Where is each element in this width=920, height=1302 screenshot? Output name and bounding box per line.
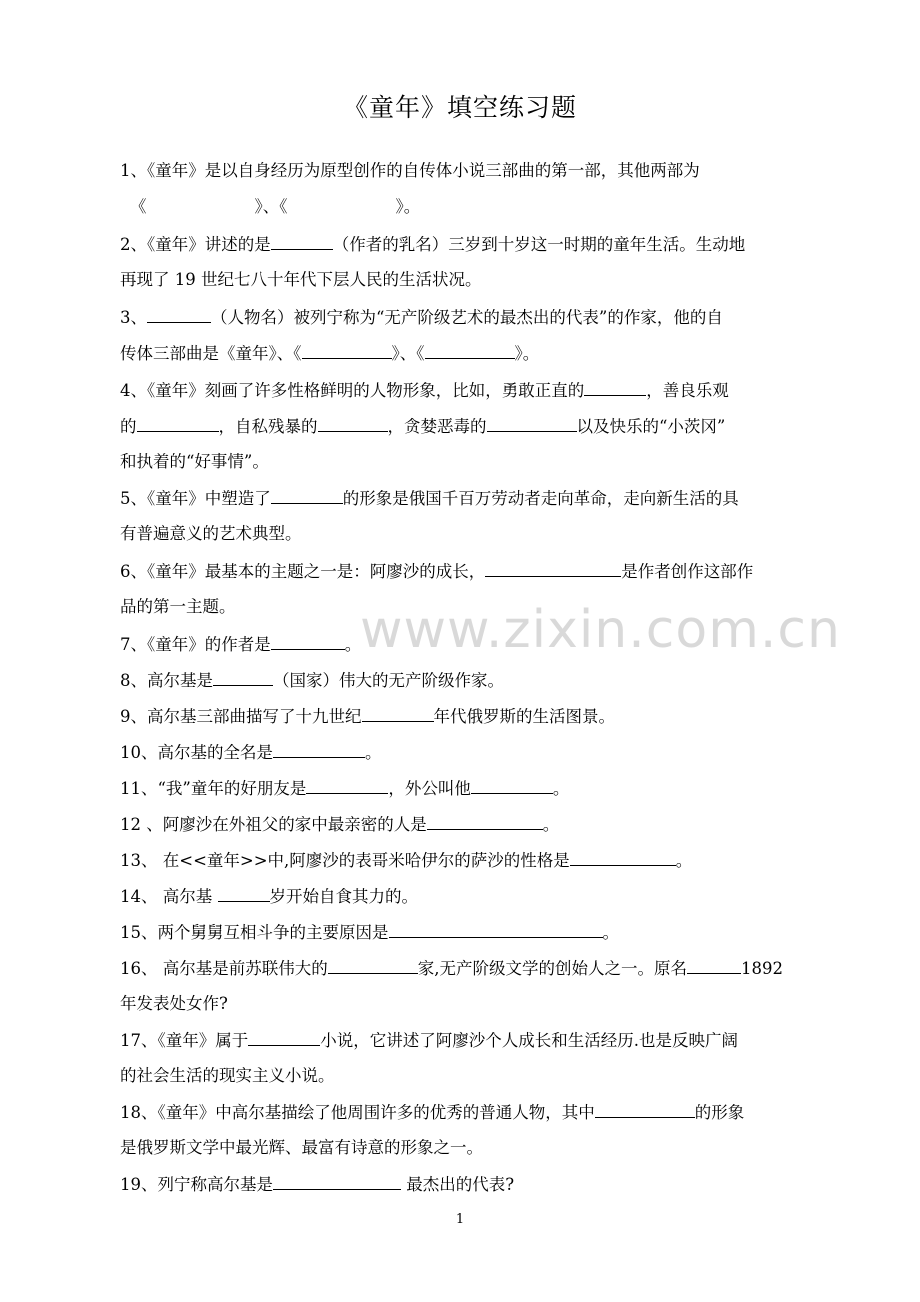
blank-7[interactable] [271,633,345,650]
blank-11b[interactable] [471,777,553,794]
blank-1b[interactable] [288,196,396,212]
question-17-line-1: 17、《童年》属于 小说，它讲述了阿廖沙个人成长和生活经历.也是反映广阔 [120,1031,738,1050]
question-6-line-2: 品的第一主题。 [120,597,236,616]
blank-4d[interactable] [487,415,577,432]
question-13: 13、 在<<童年>>中,阿廖沙的表哥米哈伊尔的萨沙的性格是 。 [120,851,693,870]
page-number: 1 [455,1212,465,1227]
blank-19[interactable] [273,1173,401,1190]
blank-1a[interactable] [147,196,255,212]
question-17-line-2: 的社会生活的现实主义小说。 [120,1066,335,1085]
question-8: 8、高尔基是 （国家）伟大的无产阶级作家。 [120,671,504,690]
blank-11a[interactable] [306,777,388,794]
question-4-line-2: 的 ，自私残暴的 ，贪婪恶毒的 以及快乐的“小茨冈” [120,417,726,436]
blank-4a[interactable] [584,379,646,396]
blank-10[interactable] [273,741,365,758]
blank-17[interactable] [248,1029,320,1046]
blank-4c[interactable] [318,415,388,432]
question-5-line-2: 有普遍意义的艺术典型。 [120,524,302,543]
question-4-line-1: 4、《童年》刻画了许多性格鲜明的人物形象，比如，勇敢正直的 ，善良乐观 [120,381,729,400]
question-12: 12 、阿廖沙在外祖父的家中最亲密的人是 。 [120,815,560,834]
question-2-line-2: 再现了 19 世纪七八十年代下层人民的生活状况。 [120,270,482,289]
question-19: 19、列宁称高尔基是 最杰出的代表? [120,1175,515,1194]
question-5-line-1: 5、《童年》中塑造了 的形象是俄国千百万劳动者走向革命，走向新生活的具 [120,489,739,508]
blank-5[interactable] [271,487,343,504]
question-6-line-1: 6、《童年》最基本的主题之一是：阿廖沙的成长， 是作者创作这部作 [120,562,754,581]
blank-16b[interactable] [687,957,741,974]
question-15: 15、两个舅舅互相斗争的主要原因是 。 [120,923,619,942]
blank-13[interactable] [570,849,676,866]
blank-3c[interactable] [425,342,515,359]
blank-3a[interactable] [147,306,211,323]
blank-9[interactable] [362,705,434,722]
question-1-line-1: 1、《童年》是以自身经历为原型创作的自传体小说三部曲的第一部，其他两部为 [120,161,700,180]
question-11: 11、“我”童年的好朋友是 ，外公叫他 。 [120,779,570,798]
question-3-line-2: 传体三部曲是《童年》、《 》、《 》。 [120,344,540,363]
blank-18[interactable] [595,1101,695,1118]
page-title: 《童年》填空练习题 [342,93,577,122]
question-18-line-2: 是俄罗斯文学中最光辉、最富有诗意的形象之一。 [120,1138,483,1157]
blank-4b[interactable] [137,415,219,432]
blank-6[interactable] [485,560,621,577]
blank-2[interactable] [271,233,333,250]
question-1-line-2: 《 》、《 》。 [130,197,421,216]
question-18-line-1: 18、《童年》中高尔基描绘了他周围许多的优秀的普通人物，其中 的形象 [120,1103,745,1122]
question-14: 14、 高尔基 岁开始自食其力的。 [120,887,418,906]
question-2-line-1: 2、《童年》讲述的是 （作者的乳名）三岁到十岁这一时期的童年生活。生动地 [120,235,746,254]
question-9: 9、高尔基三部曲描写了十九世纪 年代俄罗斯的生活图景。 [120,707,615,726]
blank-3b[interactable] [302,342,392,359]
blank-16a[interactable] [328,957,418,974]
blank-15[interactable] [389,921,603,938]
question-4-line-3: 和执着的“好事情”。 [120,452,269,471]
question-16-line-1: 16、 高尔基是前苏联伟大的 家,无产阶级文学的创始人之一。原名 1892 [120,959,783,978]
blank-14[interactable] [218,885,270,902]
question-10: 10、高尔基的全名是 。 [120,743,382,762]
blank-8[interactable] [213,669,273,686]
watermark: www.zixin.com.cn [360,600,841,660]
question-16-line-2: 年发表处女作? [120,994,228,1013]
blank-12[interactable] [427,813,543,830]
question-7: 7、《童年》的作者是 。 [120,635,362,654]
question-3-line-1: 3、 （人物名）被列宁称为“无产阶级艺术的最杰出的代表”的作家，他的自 [120,308,723,327]
